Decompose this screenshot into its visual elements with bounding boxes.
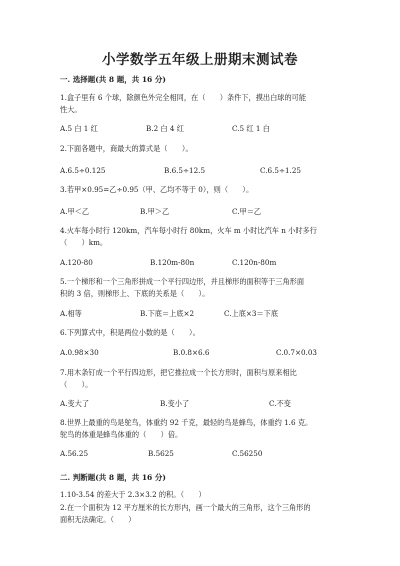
option-b[interactable]: B.变小了 [160,399,190,408]
question-6-line-1: 6.下列算式中，积是两位小数的是（ ）。 [60,328,200,337]
question-4-line-2: （ ）km。 [60,238,108,247]
option-a[interactable]: A.0.98×30 [60,348,99,357]
option-c[interactable]: C.不变 [269,399,291,408]
option-a[interactable]: A.变大了 [60,399,90,408]
judgment-1-line-1: 1.10-3.54 的差大于 2.3×3.2 的积。（ ） [60,490,206,499]
question-1-line-2: 性大。 [60,105,82,114]
section-heading-choice: 一. 选择题(共 8 题，共 16 分) [60,75,166,84]
option-c[interactable]: C.120n-80m [232,258,277,267]
option-c[interactable]: C.0.7×0.03 [276,348,317,357]
option-a[interactable]: A.6.5÷0.125 [60,166,106,175]
question-4-line-1: 4.火车每小时行 120km，汽车每小时行 80km，火车 m 小时比汽车 n 小时多行 [60,226,317,235]
question-8-line-2: 鸵鸟的体重是蜂鸟体重的（ ）倍。 [60,430,183,439]
option-b[interactable]: B.2 白 4 红 [146,124,184,133]
question-5-line-2: 积的 3 倍，则梯形上、下底的关系是（ ）。 [60,289,210,298]
option-a[interactable]: A.甲＜乙 [60,207,90,216]
judgment-2-line-2: 面积无法确定。（ ） [60,515,136,524]
judgment-2-line-1: 2.在一个面积为 12 平方厘米的长方形内，画一个最大的三角形，这个三角形的 [60,503,311,512]
option-b[interactable]: B.6.5÷12.5 [164,166,206,175]
option-b[interactable]: B.下底＝上底×2 [140,309,195,318]
option-a[interactable]: A.120-80 [60,258,93,267]
option-b[interactable]: B.0.8×6.6 [173,348,210,357]
option-c[interactable]: C.5 红 1 白 [232,124,270,133]
question-7-line-1: 7.用木条钉成一个平行四边形，把它推拉成一个长方形时，面积与原来相比 [60,368,297,377]
option-c[interactable]: C.甲＝乙 [232,207,262,216]
option-b[interactable]: B.甲＞乙 [140,207,170,216]
exam-title: 小学数学五年级上册期末测试卷 [102,52,298,68]
option-c[interactable]: C.56250 [232,449,263,458]
section-heading-judgment: 二. 判断题(共 8 题，共 16 分) [60,473,166,482]
question-2-line-1: 2.下面各题中，商最大的算式是（ ）。 [60,144,193,153]
question-5-line-1: 5.一个梯形和一个三角形拼成一个平行四边形，并且梯形的面积等于三角形面 [60,277,305,286]
question-7-line-2: （ ）。 [60,380,93,389]
option-b[interactable]: B.5625 [148,449,174,458]
question-8-line-1: 8.世界上最重的鸟是鸵鸟，体重约 92 千克，最轻的鸟是蜂鸟，体重约 1.6 克。 [60,418,313,427]
question-3-line-1: 3.若甲×0.95=乙÷0.95（甲、乙均不等于 0），则（ ）。 [60,185,254,194]
option-a[interactable]: A.相等 [60,309,82,318]
question-1-line-1: 1.盒子里有 6 个球，除颜色外完全相同，在（ ）条件下，摸出白球的可能 [60,93,307,102]
option-a[interactable]: A.56.25 [60,449,89,458]
option-b[interactable]: B.120m-80n [150,258,195,267]
option-a[interactable]: A.5 白 1 红 [60,124,98,133]
option-c[interactable]: C.上底×3＝下底 [224,309,279,318]
option-c[interactable]: C.6.5÷1.25 [260,166,301,175]
